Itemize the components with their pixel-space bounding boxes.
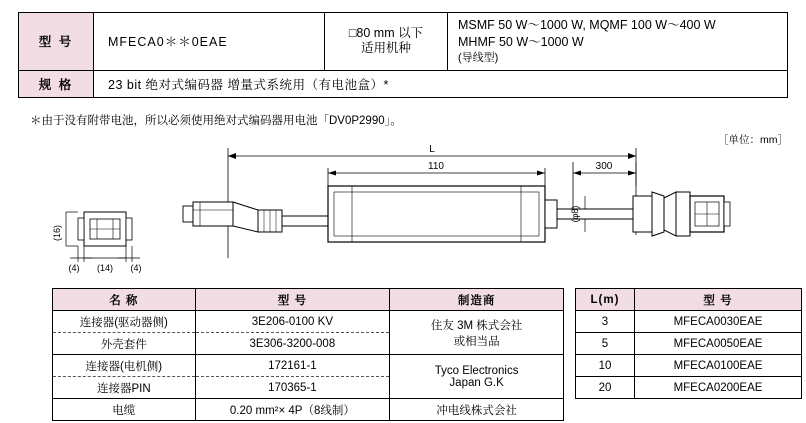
driver-side-connector — [78, 212, 132, 246]
part-maker — [390, 311, 564, 355]
cable-drawing — [0, 140, 806, 280]
length-table-header-row — [576, 289, 802, 311]
parts-header-name: 名 称 — [53, 289, 196, 311]
part-name: 电缆 — [53, 399, 196, 421]
length-value: 10 — [576, 355, 635, 377]
part-maker-line1: Tyco Electronics — [434, 364, 519, 377]
dimension-L-label: L — [429, 144, 435, 155]
unit-note: ［单位：mm］ — [718, 134, 788, 146]
spec-row-model — [19, 13, 788, 71]
dimension-16 — [66, 212, 78, 246]
frame-size-line2: 适用机种 — [360, 41, 411, 56]
part-model: 3E306-3200-008 — [195, 333, 390, 355]
dimension-4-left-label: (4) — [68, 263, 80, 273]
motors-line1: MSMF 50 W～1000 W, MQMF 100 W～400 W — [458, 18, 716, 32]
dimension-4-right-label: (4) — [130, 263, 142, 273]
footnote-battery: ＊由于没有附带电池，所以必须使用绝对式编码器用电池「DV0P2990」。 — [30, 115, 402, 127]
spec-row-specification — [19, 70, 788, 97]
part-name: 外壳套件 — [53, 333, 196, 355]
applicable-frame-cell — [325, 13, 448, 71]
spec-row-spec-header: 规 格 — [19, 70, 94, 97]
dimension-14-label: (14) — [96, 263, 114, 273]
motors-line3: (导线型) — [458, 51, 499, 64]
length-model-value: MFECA0200EAE — [635, 377, 802, 399]
spec-row-model-header: 型 号 — [19, 13, 94, 71]
motors-line2: MHMF 50 W～1000 W — [458, 34, 584, 49]
part-model: 0.20 mm²× 4P（8线制） — [195, 399, 390, 421]
length-model-value: MFECA0050EAE — [635, 333, 802, 355]
dimension-left-widths — [70, 246, 140, 262]
length-model-table — [575, 288, 802, 399]
length-header: L(m) — [576, 289, 635, 311]
part-maker-line2: 或相当品 — [453, 335, 500, 348]
part-name: 连接器(电机侧) — [53, 355, 196, 377]
part-name: 连接器(驱动器侧) — [53, 311, 196, 333]
part-name: 连接器PIN — [53, 377, 196, 399]
part-model: 170365-1 — [195, 377, 390, 399]
table-row — [53, 355, 564, 377]
table-row — [576, 377, 802, 399]
table-row — [576, 355, 802, 377]
table-row — [53, 399, 564, 421]
part-maker-line1: 住友 3M 株式会社 — [430, 319, 523, 332]
battery-box — [328, 186, 557, 242]
table-row — [576, 311, 802, 333]
length-model-header: 型 号 — [635, 289, 802, 311]
table-row — [576, 333, 802, 355]
applicable-motors-cell — [448, 13, 788, 71]
part-model: 3E206-0100 KV — [195, 311, 390, 333]
length-value: 3 — [576, 311, 635, 333]
part-maker-line2: Japan G.K — [449, 376, 504, 389]
part-maker: 冲电线株式会社 — [390, 399, 564, 421]
length-value: 5 — [576, 333, 635, 355]
dimension-300-label: 300 — [595, 161, 613, 172]
dimension-16-label: (16) — [52, 224, 62, 242]
motor-side-connector — [633, 192, 730, 236]
table-row — [53, 311, 564, 333]
length-model-value: MFECA0030EAE — [635, 311, 802, 333]
part-maker — [390, 355, 564, 399]
length-model-value: MFECA0100EAE — [635, 355, 802, 377]
specification-table — [18, 12, 788, 98]
cable-right — [557, 209, 633, 219]
specification-value: 23 bit 绝对式编码器 增量式系统用（有电池盒）* — [94, 70, 788, 97]
dimension-110-label: 110 — [428, 161, 444, 172]
part-model: 172161-1 — [195, 355, 390, 377]
parts-table-header-row — [53, 289, 564, 311]
parts-header-model: 型 号 — [195, 289, 390, 311]
dimension-diameter-label: (φ8) — [570, 205, 580, 223]
cable-drawing-svg — [0, 140, 806, 280]
parts-header-maker: 制造商 — [390, 289, 564, 311]
length-value: 20 — [576, 377, 635, 399]
driver-side-plug — [183, 202, 328, 232]
model-number-value: MFECA0＊＊0EAE — [94, 13, 325, 71]
parts-table — [52, 288, 564, 421]
frame-size-line1: □80 mm 以下 — [348, 25, 424, 40]
